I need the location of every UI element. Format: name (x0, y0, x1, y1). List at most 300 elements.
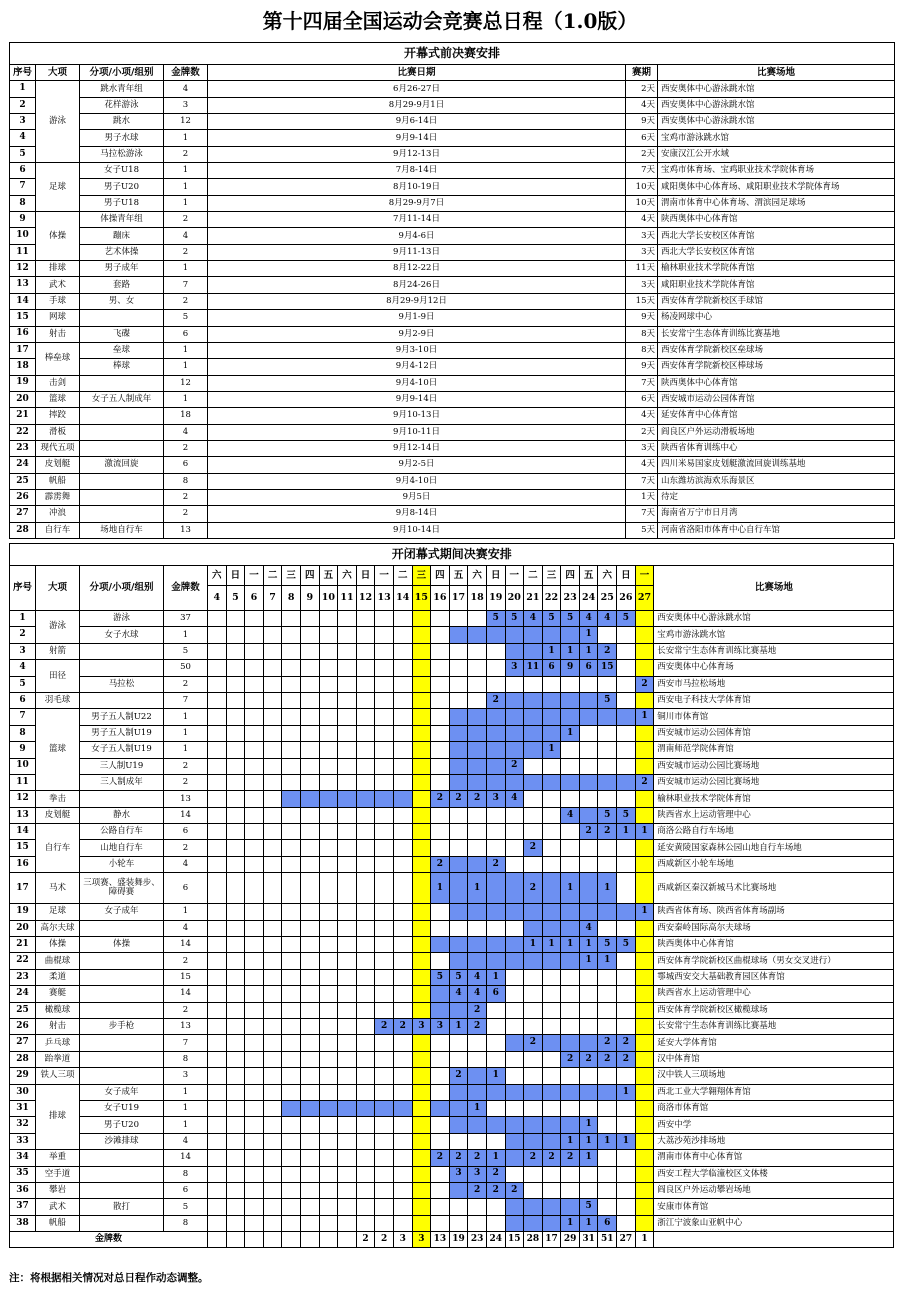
calendar-cell: 2 (449, 1068, 468, 1084)
calendar-cell (579, 840, 598, 856)
calendar-cell (263, 692, 282, 708)
calendar-cell (263, 1182, 282, 1198)
calendar-cell (208, 627, 227, 643)
calendar-cell (449, 1133, 468, 1149)
calendar-cell (208, 1100, 227, 1116)
calendar-cell: 4 (505, 791, 524, 807)
calendar-cell (468, 856, 487, 872)
calendar-cell (505, 1166, 524, 1182)
calendar-cell: 2 (468, 791, 487, 807)
sport-cell: 高尔夫球 (36, 920, 80, 936)
sport-cell: 攀岩 (36, 1182, 80, 1198)
calendar-cell: 1 (561, 725, 580, 741)
weekday-cell: 二 (393, 566, 412, 586)
calendar-cell (375, 709, 394, 725)
calendar-cell: 1 (579, 627, 598, 643)
calendar-cell (319, 774, 338, 790)
calendar-cell (505, 725, 524, 741)
medals-cell: 2 (164, 506, 208, 522)
calendar-cell (505, 1150, 524, 1166)
calendar-cell (263, 643, 282, 659)
table-row (10, 408, 895, 424)
calendar-cell (338, 758, 357, 774)
row-number: 7 (10, 179, 36, 195)
days-cell: 4天 (626, 457, 658, 473)
calendar-cell (263, 1100, 282, 1116)
calendar-cell (598, 758, 617, 774)
calendar-cell (338, 1051, 357, 1067)
calendar-cell (300, 758, 319, 774)
calendar-cell (561, 774, 580, 790)
calendar-cell (412, 1051, 431, 1067)
calendar-cell: 2 (486, 856, 505, 872)
calendar-cell (561, 969, 580, 985)
table-row (10, 1166, 894, 1182)
calendar-cell (263, 758, 282, 774)
date-cell: 26 (617, 586, 636, 611)
column-header-no: 序号 (10, 65, 36, 81)
section-heading: 开幕式前决赛安排 (10, 43, 895, 65)
calendar-cell (468, 1133, 487, 1149)
venue-cell: 西安体育学院新校区手球馆 (658, 293, 895, 309)
calendar-cell: 5 (617, 807, 636, 823)
calendar-cell (449, 725, 468, 741)
dates-cell: 9月12-14日 (208, 440, 626, 456)
table-row (10, 146, 895, 162)
calendar-cell (542, 1166, 561, 1182)
row-number: 9 (10, 212, 36, 228)
sport-cell: 足球 (36, 904, 80, 920)
calendar-cell (412, 709, 431, 725)
venue-cell: 西安体育学院新校区棒球场 (658, 359, 895, 375)
calendar-cell (542, 1215, 561, 1231)
calendar-cell (319, 791, 338, 807)
date-cell: 4 (208, 586, 227, 611)
event-cell: 女子U18 (80, 163, 164, 179)
row-number: 38 (10, 1215, 36, 1231)
row-number: 13 (10, 807, 36, 823)
sport-cell: 自行车 (36, 824, 80, 873)
calendar-cell: 6 (579, 660, 598, 676)
calendar-cell (226, 627, 245, 643)
calendar-cell (208, 774, 227, 790)
weekday-cell: 日 (486, 566, 505, 586)
calendar-cell (282, 1051, 301, 1067)
calendar-cell (561, 1166, 580, 1182)
calendar-cell (319, 660, 338, 676)
calendar-cell (393, 1051, 412, 1067)
calendar-cell (245, 807, 264, 823)
calendar-cell (524, 1182, 543, 1198)
calendar-cell (226, 1150, 245, 1166)
calendar-cell (561, 1002, 580, 1018)
table-row (10, 953, 894, 969)
calendar-cell (635, 1150, 654, 1166)
venue-cell: 安康汉江公开水域 (658, 146, 895, 162)
event-cell (80, 424, 164, 440)
calendar-cell (356, 986, 375, 1002)
calendar-cell (393, 660, 412, 676)
medals-cell: 8 (164, 1215, 208, 1231)
event-cell: 跳水 (80, 114, 164, 130)
calendar-cell (617, 1215, 636, 1231)
calendar-cell (505, 774, 524, 790)
calendar-cell (393, 873, 412, 904)
calendar-cell (561, 791, 580, 807)
sport-cell: 橄榄球 (36, 1002, 80, 1018)
calendar-cell (319, 986, 338, 1002)
calendar-cell (524, 1084, 543, 1100)
calendar-cell (245, 824, 264, 840)
totals-cell: 2 (356, 1232, 375, 1248)
weekday-cell: 三 (542, 566, 561, 586)
footnote: 注：将根据相关情况对总日程作动态调整。 (9, 1272, 209, 1284)
row-number: 21 (10, 937, 36, 953)
calendar-cell (561, 692, 580, 708)
calendar-cell (338, 1199, 357, 1215)
calendar-cell (226, 807, 245, 823)
row-number: 27 (10, 1035, 36, 1051)
calendar-cell: 1 (468, 873, 487, 904)
calendar-cell (208, 1199, 227, 1215)
weekday-row (10, 566, 894, 586)
calendar-cell (245, 1018, 264, 1034)
calendar-cell (486, 873, 505, 904)
venue-cell: 河南省洛阳市体育中心自行车馆 (658, 522, 895, 538)
calendar-cell (375, 791, 394, 807)
sport-cell: 滑板 (36, 424, 80, 440)
weekday-cell: 三 (412, 566, 431, 586)
calendar-cell (245, 873, 264, 904)
dates-cell: 8月24-26日 (208, 277, 626, 293)
calendar-cell (356, 969, 375, 985)
calendar-cell (617, 1117, 636, 1133)
calendar-cell: 1 (542, 937, 561, 953)
weekday-cell: 六 (468, 566, 487, 586)
calendar-cell (338, 791, 357, 807)
row-number: 24 (10, 986, 36, 1002)
calendar-cell (393, 1182, 412, 1198)
calendar-cell: 2 (598, 824, 617, 840)
calendar-cell (226, 953, 245, 969)
calendar-cell (300, 1166, 319, 1182)
table-row (10, 1150, 894, 1166)
calendar-cell: 1 (561, 873, 580, 904)
calendar-cell (617, 986, 636, 1002)
calendar-cell: 1 (561, 937, 580, 953)
dates-cell: 9月2-5日 (208, 457, 626, 473)
event-cell: 场地自行车 (80, 522, 164, 538)
calendar-cell (449, 937, 468, 953)
calendar-cell (412, 1215, 431, 1231)
calendar-cell (617, 1002, 636, 1018)
calendar-cell (524, 807, 543, 823)
calendar-cell (635, 611, 654, 627)
calendar-cell (263, 1199, 282, 1215)
calendar-cell (282, 824, 301, 840)
calendar-cell (338, 1002, 357, 1018)
calendar-cell: 4 (579, 611, 598, 627)
section-heading: 开闭幕式期间决赛安排 (10, 544, 894, 566)
calendar-cell (282, 969, 301, 985)
table-row (10, 212, 895, 228)
calendar-cell (226, 709, 245, 725)
venue-cell: 西安中学 (654, 1117, 894, 1133)
calendar-cell (524, 791, 543, 807)
sport-cell: 射击 (36, 326, 80, 342)
calendar-cell (486, 774, 505, 790)
calendar-cell (319, 1182, 338, 1198)
calendar-cell (356, 1215, 375, 1231)
row-number: 8 (10, 195, 36, 211)
calendar-cell (505, 1100, 524, 1116)
event-cell (80, 489, 164, 505)
event-cell: 男子U18 (80, 195, 164, 211)
event-cell (80, 660, 164, 676)
calendar-cell (524, 920, 543, 936)
days-cell: 6天 (626, 130, 658, 146)
calendar-cell (245, 725, 264, 741)
calendar-cell (393, 692, 412, 708)
calendar-cell (393, 1150, 412, 1166)
calendar-cell (375, 660, 394, 676)
calendar-cell (579, 1084, 598, 1100)
calendar-cell: 2 (579, 824, 598, 840)
weekday-cell: 二 (524, 566, 543, 586)
calendar-cell (226, 904, 245, 920)
sport-cell: 举重 (36, 1150, 80, 1166)
calendar-cell (208, 840, 227, 856)
calendar-cell (505, 676, 524, 692)
calendar-cell (282, 1117, 301, 1133)
calendar-cell (263, 660, 282, 676)
calendar-cell: 6 (542, 660, 561, 676)
calendar-cell (226, 1035, 245, 1051)
sport-cell: 乒乓球 (36, 1035, 80, 1051)
column-header-venue: 比赛场地 (654, 566, 894, 611)
calendar-cell (338, 1117, 357, 1133)
venue-cell: 山东潍坊滨海欢乐海景区 (658, 473, 895, 489)
medals-cell: 2 (164, 1002, 208, 1018)
calendar-cell (635, 1117, 654, 1133)
calendar-cell (468, 1068, 487, 1084)
calendar-cell (468, 824, 487, 840)
calendar-cell (375, 1051, 394, 1067)
medals-cell: 2 (164, 489, 208, 505)
medals-cell: 1 (164, 904, 208, 920)
calendar-cell (375, 937, 394, 953)
calendar-cell (226, 725, 245, 741)
calendar-cell (208, 1215, 227, 1231)
row-number: 22 (10, 953, 36, 969)
totals-cell (226, 1232, 245, 1248)
medals-cell: 2 (164, 953, 208, 969)
calendar-cell (468, 676, 487, 692)
column-header-medals: 金牌数 (164, 566, 208, 611)
calendar-cell (319, 937, 338, 953)
calendar-cell: 1 (635, 904, 654, 920)
calendar-cell (208, 856, 227, 872)
table-row (10, 1035, 894, 1051)
calendar-cell (431, 660, 450, 676)
calendar-cell (319, 725, 338, 741)
calendar-cell (412, 856, 431, 872)
calendar-cell (245, 856, 264, 872)
calendar-cell (617, 643, 636, 659)
calendar-cell (449, 692, 468, 708)
calendar-cell (375, 873, 394, 904)
date-cell: 19 (486, 586, 505, 611)
table-row (10, 391, 895, 407)
calendar-cell (486, 1035, 505, 1051)
row-number: 19 (10, 904, 36, 920)
row-number: 5 (10, 146, 36, 162)
venue-cell: 延安大学体育馆 (654, 1035, 894, 1051)
dates-cell: 9月4-6日 (208, 228, 626, 244)
calendar-cell (468, 1084, 487, 1100)
calendar-cell (579, 1182, 598, 1198)
calendar-cell (449, 856, 468, 872)
calendar-cell (300, 969, 319, 985)
calendar-cell (579, 1166, 598, 1182)
calendar-cell (635, 725, 654, 741)
event-cell: 体操 (80, 937, 164, 953)
venue-cell: 宝鸡市游泳跳水馆 (654, 627, 894, 643)
totals-venue-cell (654, 1232, 894, 1248)
table-row (10, 904, 894, 920)
calendar-cell (319, 824, 338, 840)
calendar-cell: 1 (617, 824, 636, 840)
calendar-cell: 1 (579, 1117, 598, 1133)
event-cell: 三人制成年 (80, 774, 164, 790)
table-row (10, 179, 895, 195)
medals-cell: 5 (164, 643, 208, 659)
calendar-cell (375, 904, 394, 920)
calendar-cell (338, 1133, 357, 1149)
calendar-cell (300, 660, 319, 676)
calendar-cell (468, 742, 487, 758)
calendar-cell (263, 920, 282, 936)
calendar-cell (208, 1182, 227, 1198)
calendar-cell (263, 1150, 282, 1166)
calendar-cell (505, 742, 524, 758)
calendar-cell (524, 692, 543, 708)
calendar-cell (356, 676, 375, 692)
medals-cell: 2 (164, 244, 208, 260)
calendar-cell (468, 1035, 487, 1051)
medals-cell: 2 (164, 293, 208, 309)
calendar-cell (449, 676, 468, 692)
calendar-cell (505, 1018, 524, 1034)
event-cell: 公路自行车 (80, 824, 164, 840)
weekday-cell: 六 (208, 566, 227, 586)
row-number: 20 (10, 920, 36, 936)
calendar-cell: 5 (617, 611, 636, 627)
calendar-cell (375, 742, 394, 758)
event-cell (80, 310, 164, 326)
medals-cell: 14 (164, 986, 208, 1002)
row-number: 27 (10, 506, 36, 522)
row-number: 28 (10, 1051, 36, 1067)
weekday-cell: 四 (561, 566, 580, 586)
table-row (10, 506, 895, 522)
calendar-cell (524, 676, 543, 692)
row-number: 26 (10, 1018, 36, 1034)
date-cell: 5 (226, 586, 245, 611)
date-cell: 20 (505, 586, 524, 611)
calendar-cell (208, 1084, 227, 1100)
calendar-cell (338, 774, 357, 790)
calendar-cell: 1 (579, 953, 598, 969)
dates-cell: 9月11-13日 (208, 244, 626, 260)
calendar-cell (226, 920, 245, 936)
weekday-cell: 六 (338, 566, 357, 586)
calendar-cell (282, 611, 301, 627)
calendar-cell (486, 920, 505, 936)
event-cell (80, 1182, 164, 1198)
calendar-cell (412, 824, 431, 840)
calendar-cell (449, 953, 468, 969)
weekday-cell: 二 (263, 566, 282, 586)
calendar-cell (598, 627, 617, 643)
calendar-cell (617, 1182, 636, 1198)
calendar-cell (226, 840, 245, 856)
weekday-cell: 一 (245, 566, 264, 586)
sport-cell: 帆船 (36, 1215, 80, 1231)
calendar-cell (542, 1100, 561, 1116)
dates-cell: 8月29-9月1日 (208, 97, 626, 113)
calendar-cell (319, 1002, 338, 1018)
calendar-cell (263, 856, 282, 872)
sport-cell: 手球 (36, 293, 80, 309)
calendar-cell (635, 937, 654, 953)
calendar-cell: 2 (598, 1051, 617, 1067)
event-cell: 女子五人制U19 (80, 742, 164, 758)
calendar-cell (208, 692, 227, 708)
calendar-cell (356, 1035, 375, 1051)
sport-cell: 柔道 (36, 969, 80, 985)
calendar-cell (226, 1117, 245, 1133)
event-cell: 女子成年 (80, 904, 164, 920)
calendar-cell (282, 1035, 301, 1051)
calendar-cell: 2 (579, 1051, 598, 1067)
calendar-cell (282, 774, 301, 790)
calendar-cell (319, 627, 338, 643)
medals-cell: 1 (164, 627, 208, 643)
table-row (10, 611, 894, 627)
calendar-cell (338, 937, 357, 953)
venue-cell: 西安电子科技大学体育馆 (654, 692, 894, 708)
calendar-cell (282, 1002, 301, 1018)
dates-cell: 9月3-10日 (208, 342, 626, 358)
calendar-cell (300, 643, 319, 659)
calendar-cell (617, 904, 636, 920)
calendar-cell (375, 1199, 394, 1215)
sport-cell: 帆船 (36, 473, 80, 489)
row-number: 11 (10, 774, 36, 790)
calendar-cell (635, 1002, 654, 1018)
calendar-cell (245, 627, 264, 643)
calendar-cell (263, 873, 282, 904)
event-cell: 三人制U19 (80, 758, 164, 774)
calendar-cell (579, 856, 598, 872)
venue-cell: 西安城市运动公园体育馆 (658, 391, 895, 407)
calendar-cell (393, 824, 412, 840)
calendar-cell (449, 1100, 468, 1116)
calendar-cell (561, 904, 580, 920)
row-number: 9 (10, 742, 36, 758)
calendar-cell (208, 709, 227, 725)
